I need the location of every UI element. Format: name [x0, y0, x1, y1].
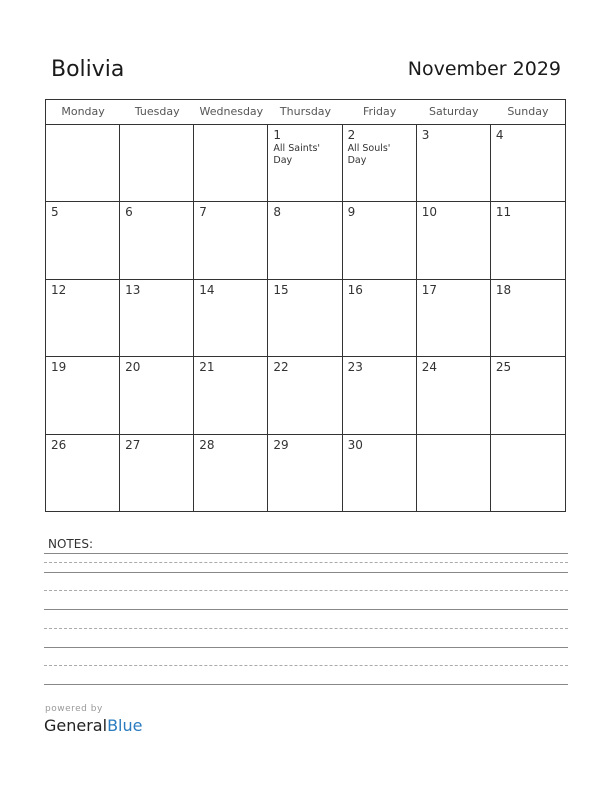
week-row [46, 435, 565, 512]
day-cell [46, 125, 120, 201]
day-cell [46, 202, 120, 278]
day-cell [46, 435, 120, 512]
day-number: 4 [495, 128, 504, 142]
day-cell [491, 280, 565, 356]
note-line [44, 609, 568, 610]
day-number: 27 [125, 437, 141, 452]
day-number: 19 [51, 360, 67, 375]
holiday-label: All Saints' Day [273, 143, 321, 166]
week-row [46, 357, 565, 434]
day-number: 15 [273, 282, 289, 297]
note-line [44, 553, 568, 554]
day-number: 7 [199, 205, 207, 220]
day-cell [417, 435, 491, 512]
week-row [46, 202, 565, 279]
day-number: 26 [51, 437, 67, 452]
day-cell [491, 202, 565, 278]
day-number: 6 [125, 205, 133, 220]
day-number: 2 [347, 128, 356, 142]
day-number: 20 [125, 360, 141, 375]
day-cell [194, 202, 268, 278]
day-cell [417, 357, 491, 433]
week-row [46, 125, 565, 202]
day-cell [268, 202, 342, 278]
day-cell [120, 280, 194, 356]
day-number: 9 [347, 205, 356, 220]
day-cell [120, 435, 194, 512]
day-cell [491, 357, 565, 433]
day-number: 30 [347, 437, 363, 452]
note-line [44, 684, 568, 685]
month-title: November 2029 [407, 58, 561, 80]
day-number: 5 [51, 205, 59, 220]
day-number: 12 [51, 282, 67, 297]
note-line [44, 590, 568, 591]
day-cell [417, 280, 491, 356]
brand-logo [44, 716, 142, 735]
day-number: 16 [347, 282, 363, 297]
note-line [44, 572, 568, 573]
day-cell [194, 357, 268, 433]
day-cell [194, 435, 268, 512]
day-cell [417, 202, 491, 278]
day-cell [120, 202, 194, 278]
weekday-header-row [46, 100, 565, 125]
weekday-thursday: Thursday [279, 105, 332, 118]
day-number: 13 [125, 282, 141, 297]
day-number: 10 [421, 205, 437, 220]
day-number: 24 [421, 360, 437, 375]
country-title: Bolivia [51, 57, 125, 82]
day-cell [46, 357, 120, 433]
note-line [44, 562, 568, 563]
day-cell [343, 435, 417, 512]
day-number: 22 [273, 360, 289, 375]
day-number: 3 [421, 128, 430, 142]
brand-blue: Blue [107, 716, 143, 735]
weekday-wednesday: Wednesday [199, 105, 264, 118]
note-line [44, 628, 568, 629]
day-cell [491, 435, 565, 512]
day-number: 1 [273, 128, 282, 142]
powered-by-text: powered by [45, 704, 103, 714]
day-number: 8 [273, 205, 282, 220]
brand-general: General [44, 716, 108, 735]
day-number: 18 [495, 282, 512, 297]
note-line [44, 665, 568, 666]
day-number: 14 [199, 282, 215, 297]
day-number: 28 [199, 437, 215, 452]
day-cell [268, 435, 342, 512]
holiday-label: All Souls' Day [347, 143, 391, 166]
day-cell [417, 125, 491, 201]
day-number: 23 [347, 360, 363, 375]
day-number: 21 [199, 360, 215, 375]
day-cell [120, 357, 194, 433]
notes-label: NOTES: [48, 537, 93, 551]
day-cell [194, 280, 268, 356]
day-cell [46, 280, 120, 356]
day-number: 25 [495, 360, 512, 375]
note-line [44, 647, 568, 648]
weekday-friday: Friday [362, 105, 397, 118]
day-number: 29 [273, 437, 289, 452]
day-cell [343, 202, 417, 278]
day-cell [268, 280, 342, 356]
weeks-container [46, 125, 565, 512]
weekday-sunday: Sunday [507, 105, 549, 118]
day-cell [343, 280, 417, 356]
day-number: 11 [495, 205, 512, 220]
day-cell [268, 357, 342, 433]
weekday-saturday: Saturday [428, 105, 479, 118]
day-cell [343, 125, 417, 201]
calendar-grid [45, 99, 566, 512]
weekday-monday: Monday [61, 105, 105, 118]
weekday-tuesday: Tuesday [134, 105, 180, 118]
day-cell [343, 357, 417, 433]
day-cell [120, 125, 194, 201]
day-cell [491, 125, 565, 201]
day-number: 17 [421, 282, 437, 297]
week-row [46, 280, 565, 357]
day-cell [268, 125, 342, 201]
day-cell [194, 125, 268, 201]
